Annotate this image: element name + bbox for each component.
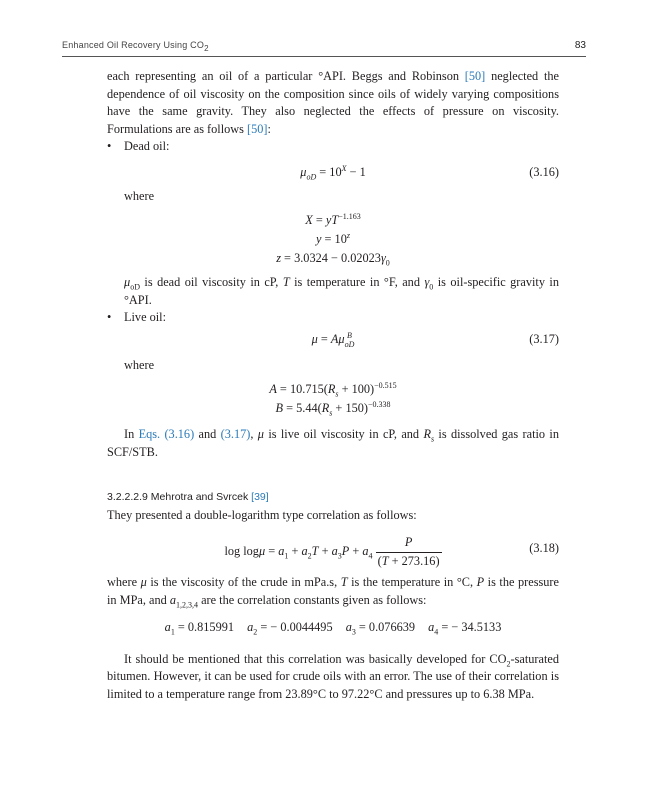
closing-paragraph: It should be mentioned that this correlation was basically developed for $CO_2$-saturated bitumen. However, it can be used for crude oils with an error. The use of their correlation is limited to a temperature range from 23.89°C to 97.22°C and pressures up to 6.38 MPa. (107, 651, 559, 701)
equation-z: $z = 3.0324 - 0.02023\gamma_0$ (276, 251, 390, 268)
equation-3-17: μ = Aμ B oD (3.17) (311, 330, 559, 349)
equation-3-16: $\mu_{oD} = 10^X - 1$ (3.16) (300, 163, 559, 181)
header-rule (62, 56, 586, 57)
dead-oil-description: $\mu_{oD}$ is dead oil viscosity in cP, T is temperature in °F, and $\gamma_0$ is oil-specific gravity in °API. (124, 275, 560, 307)
equation-number: (3.18) (529, 541, 559, 555)
intro-paragraph: each representing an oil of a particular °API. Beggs and Robinson [50] neglected the dependence of oil viscosity on the composition since oils of widely varying compositions have the same gravity. They also neglected the effects of pressure on viscosity. Formulations are as follows [50]: (107, 69, 559, 136)
equation-link[interactable]: (3.17) (220, 427, 251, 441)
equation-3-18: $\log \log\mu = a_1 + a_2T + a_3P + a_4$ $\frac{P}{(T + 273.16)}$ (3.18) (107, 530, 559, 566)
running-title: Enhanced Oil Recovery Using $CO_2$ (62, 40, 209, 53)
variable-definitions: where μ is the viscosity of the crude in mPa.s, T is the temperature in °C, P is the pressure in MPa, and $a_{1,2,3,4}$ are the correlation constants given as follows: (107, 575, 559, 609)
citation-link[interactable]: [50] (247, 121, 268, 136)
constant-a1: $a_1 = 0.815991$ (164, 620, 235, 637)
bullet-dead-oil: • Dead oil: (107, 139, 170, 153)
citation-link[interactable]: [39] (251, 491, 269, 503)
equation-a: $A = 10.715(R_s + 100)^{-0.515}$ (269, 380, 397, 399)
equation-x: $X = yT^{-1.163}$ (305, 211, 361, 227)
equation-number: (3.17) (529, 331, 559, 346)
fraction: $\frac{P}{(T + 273.16)}$ (376, 534, 442, 570)
page-number: 83 (574, 40, 586, 51)
constant-a2: $a_2$ = − 0.0044495 (247, 620, 333, 637)
section-intro: They presented a double-logarithm type correlation as follows: (107, 507, 417, 522)
where-label: where (124, 188, 155, 203)
citation-link[interactable]: [50] (464, 69, 486, 83)
equation-link[interactable]: Eqs. (3.16) (138, 427, 195, 441)
live-oil-description: In Eqs. (3.16) and (3.17), μ is live oil viscosity in cP, and $R_s$ is dissolved gas ratio in SCF/STB. (107, 427, 559, 459)
correlation-constants (107, 619, 559, 637)
constant-a4: $a_4$ = − 34.5133 (428, 620, 502, 637)
equation-y: $y = 10^z$ (316, 230, 350, 246)
page-body (107, 68, 559, 703)
bullet-live-oil: • Live oil: (107, 310, 167, 324)
section-heading: 3.2.2.2.9 Mehrotra and Svrcek [39] (107, 491, 269, 503)
constant-a3: $a_3 = 0.076639$ (345, 620, 416, 637)
equation-b: $B = 5.44(R_s + 150)^{-0.338}$ (275, 399, 391, 418)
equation-number: (3.16) (529, 164, 559, 179)
running-header (62, 40, 586, 56)
where-label: where (124, 357, 155, 372)
